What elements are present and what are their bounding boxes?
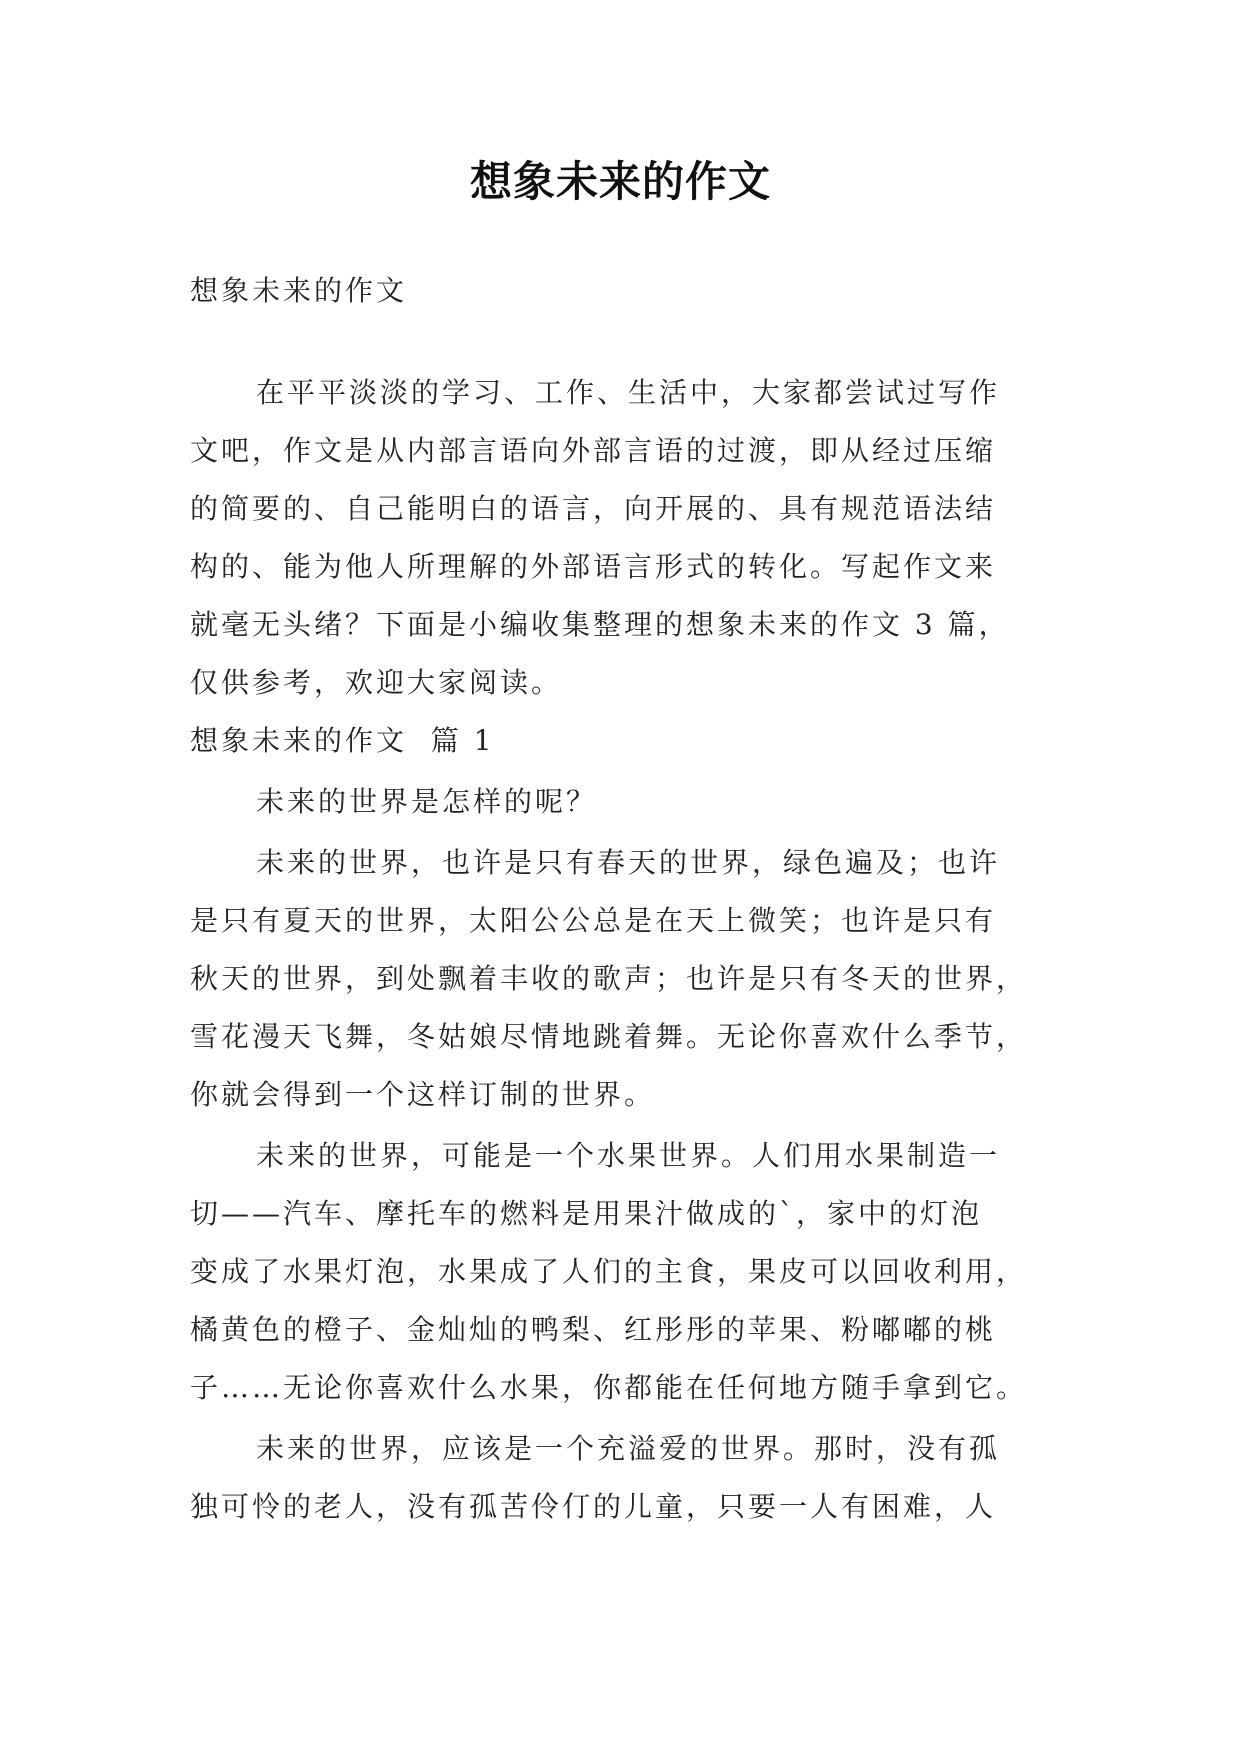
paragraph-line: 未来的世界，可能是一个水果世界。人们用水果制造一 bbox=[256, 1139, 1001, 1172]
document-title: 想象未来的作文 bbox=[469, 157, 771, 206]
section-heading: 想象未来的作文 篇 1 bbox=[190, 724, 495, 757]
paragraph-line: 秋天的世界，到处飘着丰收的歌声；也许是只有冬天的世界， bbox=[190, 962, 1028, 995]
document-body bbox=[190, 262, 1055, 1536]
paragraph-line: 你就会得到一个这样订制的世界。 bbox=[190, 1078, 656, 1111]
paragraph-line: 变成了水果灯泡，水果成了人们的主食，果皮可以回收利用， bbox=[190, 1255, 1028, 1288]
paragraph-seasons bbox=[190, 834, 1055, 1124]
paragraph-line: 独可怜的老人，没有孤苦伶仃的儿童，只要一人有困难，人 bbox=[190, 1490, 997, 1523]
question-line: 未来的世界是怎样的呢？ bbox=[256, 785, 598, 818]
paragraph-line: 就毫无头绪？下面是小编收集整理的想象未来的作文 3 篇， bbox=[190, 608, 1010, 641]
paragraph-fruit bbox=[190, 1127, 1055, 1417]
paragraph-love bbox=[190, 1420, 1055, 1536]
paragraph-line: 文吧，作文是从内部言语向外部言语的过渡，即从经过压缩 bbox=[190, 434, 997, 467]
paragraph-line: 构的、能为他人所理解的外部语言形式的转化。写起作文来 bbox=[190, 550, 997, 583]
paragraph-line: 未来的世界，也许是只有春天的世界，绿色遍及；也许 bbox=[256, 846, 1001, 879]
intro-paragraph bbox=[190, 364, 1055, 712]
paragraph-line: 未来的世界，应该是一个充溢爱的世界。那时，没有孤 bbox=[256, 1432, 1001, 1465]
spacer bbox=[190, 320, 1055, 364]
paragraph-line: 的简要的、自己能明白的语言，向开展的、具有规范语法结 bbox=[190, 492, 997, 525]
document-subtitle: 想象未来的作文 bbox=[190, 274, 408, 307]
paragraph-line: 橘黄色的橙子、金灿灿的鸭梨、红彤彤的苹果、粉嘟嘟的桃 bbox=[190, 1313, 997, 1346]
paragraph-line: 在平平淡淡的学习、工作、生活中，大家都尝试过写作 bbox=[256, 376, 1001, 409]
paragraph-line: 是只有夏天的世界，太阳公公总是在天上微笑；也许是只有 bbox=[190, 904, 997, 937]
paragraph-line: 雪花漫天飞舞，冬姑娘尽情地跳着舞。无论你喜欢什么季节， bbox=[190, 1020, 1028, 1053]
paragraph-line: 仅供参考，欢迎大家阅读。 bbox=[190, 666, 563, 699]
paragraph-line: 切——汽车、摩托车的燃料是用果汁做成的`，家中的灯泡 bbox=[190, 1197, 983, 1230]
paragraph-line: 子……无论你喜欢什么水果，你都能在任何地方随手拿到它。 bbox=[190, 1371, 1028, 1404]
